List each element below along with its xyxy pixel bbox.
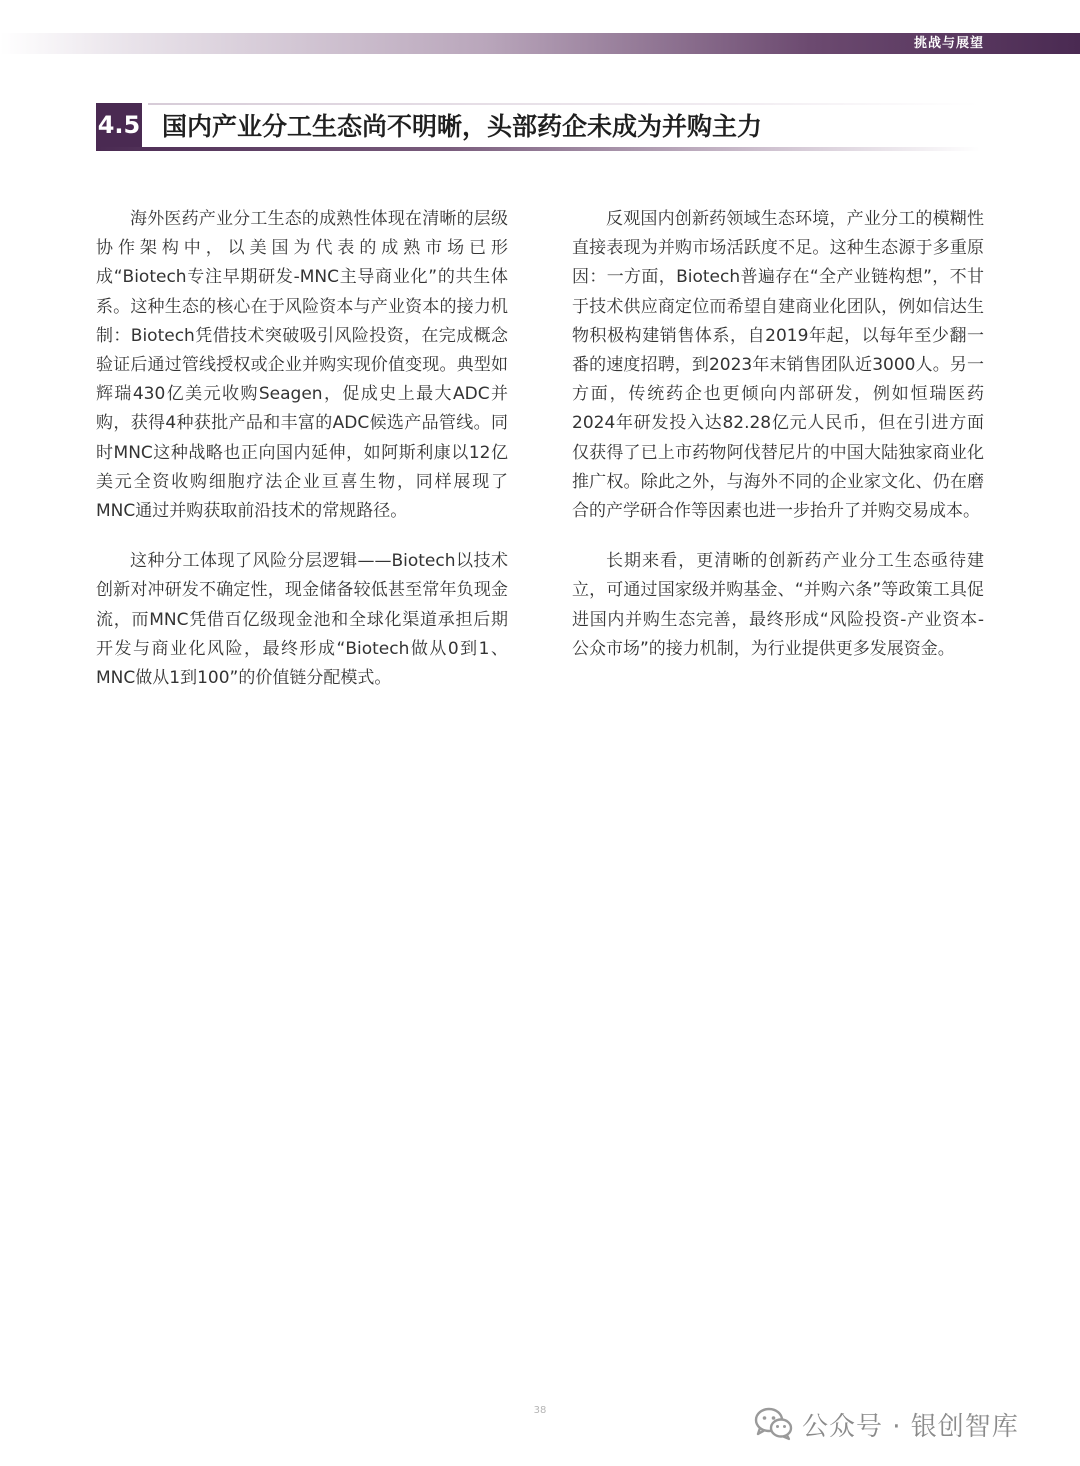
section-heading bbox=[96, 103, 980, 151]
right-column bbox=[572, 205, 984, 685]
paragraph: 反观国内创新药领域生态环境，产业分工的模糊性直接表现为并购市场活跃度不足。这种生态源于多重原因：一方面，Biotech普遍存在“全产业链构想”，不甘于技术供应商定位而希望自建商业化团队，例如信达生物积极构建销售体系，自2019年起，以每年至少翻一番的速度招聘，到2023年末销售团队近3000人。另一方面，传统药企也更倾向内部研发，例如恒瑞医药2024年研发投入达82.28亿元人民币，但在引进方面仅获得了已上市药物阿伐替尼片的中国大陆独家商业化推广权。除此之外，与海外不同的企业家文化、仍在磨合的产学研合作等因素也进一步抬升了并购交易成本。 bbox=[572, 209, 984, 522]
section-label: 挑战与展望 bbox=[913, 36, 984, 51]
watermark-text: 公众号 · 银创智库 bbox=[802, 1411, 1019, 1442]
heading-underline bbox=[96, 147, 980, 151]
section-number: 4.5 bbox=[96, 103, 142, 147]
paragraph: 长期来看，更清晰的创新药产业分工生态亟待建立，可通过国家级并购基金、“并购六条”等政策工具促进国内并购生态完善，最终形成“风险投资-产业资本-公众市场”的接力机制，为行业提供更多发展资金。 bbox=[572, 551, 984, 659]
paragraph: 这种分工体现了风险分层逻辑——Biotech以技术创新对冲研发不确定性，现金储备较低甚至常年负现金流，而MNC凭借百亿级现金池和全球化渠道承担后期开发与商业化风险，最终形成“Biotech做从0到1、MNC做从1到100”的价值链分配模式。 bbox=[96, 551, 508, 689]
watermark bbox=[754, 1404, 1019, 1444]
paragraph: 海外医药产业分工生态的成熟性体现在清晰的层级协作架构中，以美国为代表的成熟市场已形成“Biotech专注早期研发-MNC主导商业化”的共生体系。这种生态的核心在于风险资本与产业资本的接力机制：Biotech凭借技术突破吸引风险投资，在完成概念验证后通过管线授权或企业并购实现价值变现。典型如辉瑞430亿美元收购Seagen，促成史上最大ADC并购，获得4种获批产品和丰富的ADC候选产品管线。同时MNC这种战略也正向国内延伸，如阿斯利康以12亿美元全资收购细胞疗法企业亘喜生物，同样展现了MNC通过并购获取前沿技术的常规路径。 bbox=[96, 209, 508, 522]
left-column bbox=[96, 205, 508, 714]
page-number: 38 bbox=[533, 1405, 547, 1416]
wechat-icon bbox=[754, 1407, 794, 1441]
section-title: 国内产业分工生态尚不明晰，头部药企未成为并购主力 bbox=[162, 112, 763, 141]
